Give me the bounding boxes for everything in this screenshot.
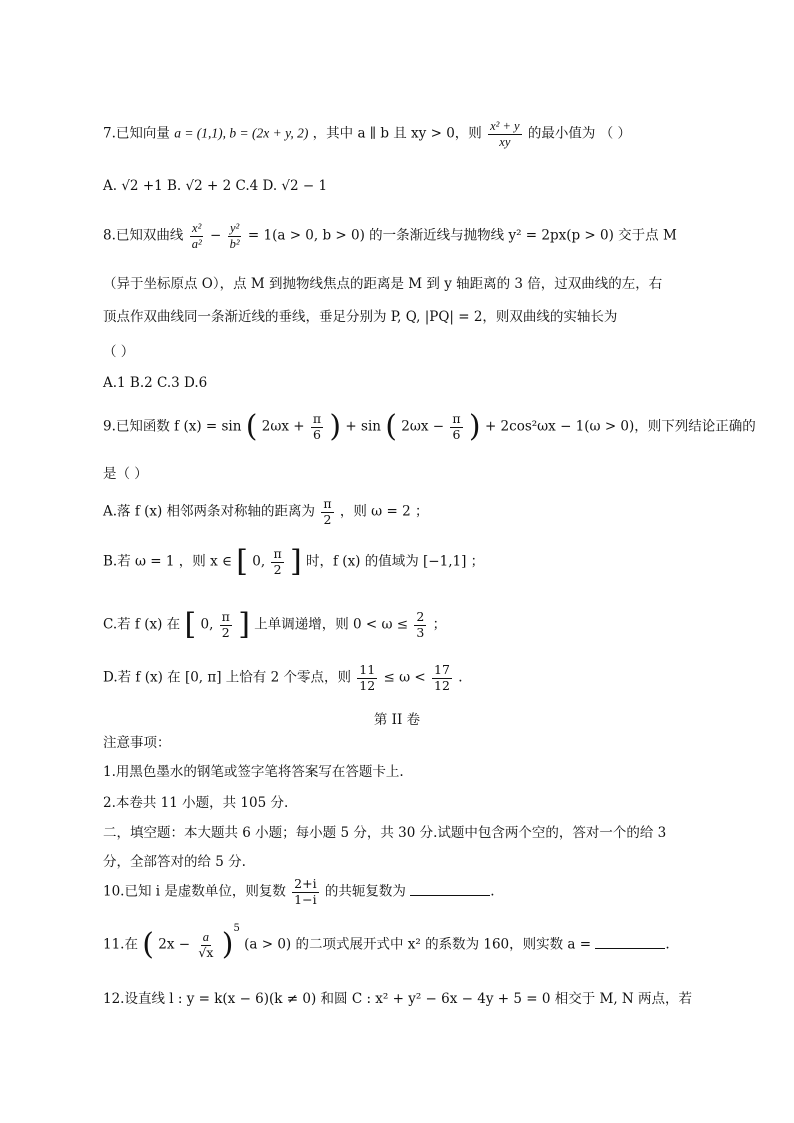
q9-b-int: 0, bbox=[252, 553, 266, 570]
q11-exponent: 5 bbox=[233, 923, 240, 934]
q9-d-mid: ≤ ω < bbox=[383, 669, 426, 686]
q9-d-pre: D.若 f (x) 在 [0, π] 上恰有 2 个零点，则 bbox=[103, 669, 351, 686]
notes-1: 1.用黑色墨水的钢笔或签字笔将答案写在答题卡上. bbox=[103, 764, 404, 780]
q10-fraction bbox=[292, 878, 318, 906]
q9-a-frac bbox=[321, 498, 333, 526]
q11-answer-blank[interactable] bbox=[595, 936, 665, 949]
q8-fraction-1 bbox=[190, 222, 204, 250]
q10-den: 1−i bbox=[294, 891, 317, 907]
q11-inner: 2x − bbox=[158, 936, 191, 953]
q11-fraction bbox=[196, 931, 215, 959]
q9-option-b bbox=[103, 544, 485, 579]
q9-c-frac bbox=[220, 611, 232, 639]
q8-prefix: 8.已知双曲线 bbox=[103, 227, 184, 244]
q9-d-d2: 12 bbox=[434, 677, 450, 693]
q8-f1-den: a² bbox=[191, 236, 202, 251]
q9-d-frac-2 bbox=[432, 664, 452, 692]
q11-suffix: (a > 0) 的二项式展开式中 x² 的系数为 160，则实数 a = bbox=[244, 936, 592, 953]
q8-stem bbox=[103, 222, 677, 250]
q10-prefix: 10.已知 i 是虚数单位，则复数 bbox=[103, 883, 286, 900]
notes-2: 2.本卷共 11 小题，共 105 分. bbox=[103, 795, 289, 811]
q7-stem bbox=[103, 120, 631, 148]
q8-f2-num: y² bbox=[229, 221, 240, 235]
q9-c-int: 0, bbox=[200, 616, 214, 633]
q9-c-mid: 上单调递增，则 0 < ω ≤ bbox=[254, 616, 409, 633]
q9-b-frac bbox=[271, 548, 283, 576]
q9-c-fnum: 2 bbox=[416, 609, 425, 624]
q9-arg-2: 2ωx − bbox=[401, 418, 445, 435]
q11-num: a bbox=[202, 930, 210, 944]
section2-line2: 分，全部答对的给 5 分. bbox=[103, 854, 246, 870]
q9-frac-2 bbox=[450, 413, 462, 441]
q11-prefix: 11.在 bbox=[103, 936, 138, 953]
q7-suffix: 的最小值为 （ ） bbox=[527, 125, 631, 142]
q8-line2: （异于坐标原点 O），点 M 到抛物线焦点的距离是 M 到 y 轴距离的 3 倍，过双曲线的左，右 bbox=[103, 276, 663, 292]
q9-b-lbracket: [ bbox=[236, 544, 248, 579]
q9-a-num: π bbox=[323, 496, 332, 511]
q8-fraction-2 bbox=[228, 222, 242, 250]
q10-num: 2+i bbox=[294, 876, 317, 891]
q9-option-a bbox=[103, 498, 428, 526]
q9-c-lbracket: [ bbox=[184, 607, 197, 642]
q9-d-n1: 11 bbox=[359, 662, 376, 677]
q9-line2: 是（ ） bbox=[103, 466, 148, 482]
q11-stem bbox=[103, 923, 670, 962]
q7-options: A. √2 +1 B. √2 + 2 C.4 D. √2 − 1 bbox=[103, 178, 328, 194]
q10-answer-blank[interactable] bbox=[410, 883, 490, 896]
q9-c-num: π bbox=[221, 609, 230, 624]
notes-title: 注意事项： bbox=[103, 735, 171, 751]
q9-frac-1-num: π bbox=[312, 411, 322, 426]
q9-a-pre: A.落 f (x) 相邻两条对称轴的距离为 bbox=[103, 503, 316, 520]
q8-options: A.1 B.2 C.3 D.6 bbox=[103, 375, 208, 391]
q7-condition: ，其中 a ∥ b 且 xy > 0，则 bbox=[312, 125, 482, 142]
q9-c-den: 2 bbox=[221, 624, 230, 640]
q10-suffix: 的共轭复数为 bbox=[324, 883, 406, 900]
q9-prefix: 9.已知函数 f (x) = sin bbox=[103, 418, 242, 435]
q9-rest: + 2cos²ωx − 1(ω > 0)，则下列结论正确的 bbox=[484, 418, 756, 435]
q7-fraction bbox=[488, 120, 522, 148]
q9-c-post: ； bbox=[432, 616, 447, 633]
q11-den: √x bbox=[198, 944, 214, 960]
q10-period: . bbox=[490, 883, 495, 900]
q9-d-n2: 17 bbox=[434, 662, 450, 677]
q9-c-fden: 3 bbox=[416, 624, 425, 640]
q9-d-d1: 12 bbox=[359, 677, 376, 693]
q9-b-post: 时，f (x) 的值域为 [−1,1] ； bbox=[306, 553, 485, 570]
q11-period: . bbox=[665, 936, 670, 953]
q11-lparen: ( bbox=[142, 927, 154, 962]
q9-lparen-2: ( bbox=[385, 409, 397, 444]
q12-stem: 12.设直线 l : y = k(x − 6)(k ≠ 0) 和圆 C : x² + y² − 6x − 4y + 5 = 0 相交于 M, N 两点，若 bbox=[103, 991, 693, 1007]
q9-d-frac-1 bbox=[357, 664, 377, 692]
q9-rparen-2: ) bbox=[468, 409, 481, 444]
q7-vectors: a = (1,1), b = (2x + y, 2) bbox=[174, 125, 309, 141]
q9-sin2: + sin bbox=[345, 418, 381, 435]
q8-rest: = 1(a > 0, b > 0) 的一条渐近线与抛物线 y² = 2px(p > 0) 交于点 M bbox=[247, 227, 677, 244]
q9-d-post: . bbox=[458, 669, 463, 686]
q9-b-pre: B.若 ω = 1 ，则 x ∈ bbox=[103, 553, 232, 570]
q7-fraction-den: xy bbox=[499, 134, 511, 149]
q9-frac-1 bbox=[311, 413, 323, 441]
q9-lparen-1: ( bbox=[245, 409, 258, 444]
q9-option-c bbox=[103, 607, 447, 642]
q9-b-den: 2 bbox=[273, 561, 282, 577]
q9-b-num: π bbox=[273, 546, 282, 561]
q9-rparen-1: ) bbox=[329, 409, 342, 444]
q9-stem bbox=[103, 409, 756, 444]
q8-f2-den: b² bbox=[229, 236, 240, 251]
q9-frac-2-num: π bbox=[452, 411, 461, 426]
q9-b-rbracket: ] bbox=[290, 544, 302, 579]
q9-a-den: 2 bbox=[323, 511, 332, 527]
q9-frac-1-den: 6 bbox=[313, 426, 321, 442]
q11-rparen: ) bbox=[221, 927, 234, 962]
q9-option-d bbox=[103, 664, 463, 692]
q9-frac-2-den: 6 bbox=[452, 426, 461, 442]
q7-prefix: 7.已知向量 bbox=[103, 125, 170, 142]
q9-a-post: ，则 ω = 2 ； bbox=[339, 503, 429, 520]
q9-c-pre: C.若 f (x) 在 bbox=[103, 616, 181, 633]
q8-line4: （ ） bbox=[103, 344, 135, 360]
q8-minus: − bbox=[209, 227, 222, 244]
section2-line1: 二，填空题：本大题共 6 小题；每小题 5 分，共 30 分.试题中包含两个空的，答对一个的给 3 bbox=[103, 825, 667, 841]
q8-f1-num: x² bbox=[192, 221, 202, 235]
q9-c-rbracket: ] bbox=[238, 607, 250, 642]
q7-fraction-num: x² + y bbox=[490, 119, 520, 133]
q8-line3: 顶点作双曲线同一条渐近线的垂线，垂足分别为 P, Q, |PQ| = 2，则双曲线的实轴长为 bbox=[103, 309, 618, 325]
q10-stem bbox=[103, 878, 495, 906]
part2-heading: 第 II 卷 bbox=[373, 712, 421, 728]
q9-arg-1: 2ωx + bbox=[261, 418, 305, 435]
q9-c-frac-2 bbox=[414, 611, 426, 639]
